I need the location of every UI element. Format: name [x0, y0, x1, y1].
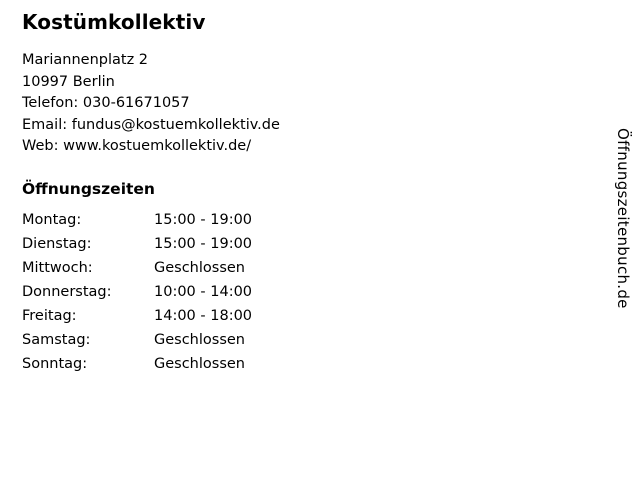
day-label: Mittwoch: — [22, 259, 93, 276]
day-label: Montag: — [22, 211, 82, 228]
table-row — [22, 260, 252, 284]
watermark-label: Öffnungszeitenbuch.de — [614, 128, 632, 309]
business-name: Kostümkollektiv — [22, 10, 206, 34]
table-row — [22, 308, 252, 332]
table-row — [22, 284, 252, 308]
opening-hours-title: Öffnungszeiten — [22, 179, 155, 198]
address-phone: Telefon: 030-61671057 — [22, 95, 190, 111]
day-label: Dienstag: — [22, 235, 92, 252]
table-row — [22, 212, 252, 236]
day-label: Sonntag: — [22, 355, 88, 372]
opening-hours-table — [22, 212, 252, 380]
address-city: 10997 Berlin — [22, 73, 115, 90]
business-info-block — [22, 10, 582, 380]
day-hours: Geschlossen — [154, 259, 245, 276]
table-row — [22, 236, 252, 260]
day-hours: Geschlossen — [154, 331, 245, 348]
day-hours: 15:00 - 19:00 — [154, 211, 253, 228]
day-label: Freitag: — [22, 307, 77, 324]
address-web: Web: www.kostuemkollektiv.de/ — [22, 138, 252, 154]
day-hours: Geschlossen — [154, 355, 245, 372]
address-email: Email: fundus@kostuemkollektiv.de — [22, 116, 280, 133]
table-row — [22, 332, 252, 356]
day-hours: 10:00 - 14:00 — [154, 283, 253, 300]
address-block — [22, 50, 582, 158]
day-label: Samstag: — [22, 331, 91, 348]
day-hours: 14:00 - 18:00 — [154, 307, 253, 324]
address-street: Mariannenplatz 2 — [22, 52, 149, 68]
day-hours: 15:00 - 19:00 — [154, 235, 253, 252]
table-row — [22, 356, 252, 380]
day-label: Donnerstag: — [22, 283, 112, 300]
